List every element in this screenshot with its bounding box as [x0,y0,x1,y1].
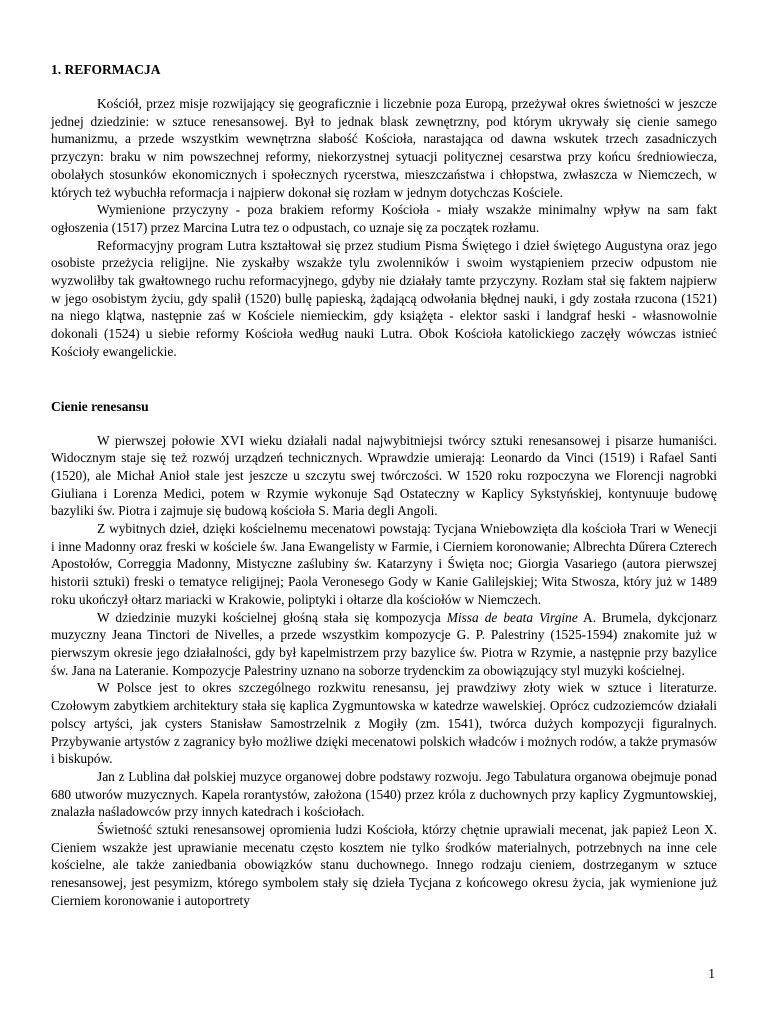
missa-title: Missa de beata Virgine [446,609,578,625]
page-number: 1 [708,966,715,981]
paragraph-music-text-before: W dziedzinie muzyki kościelnej głośną stała się kompozycja [97,609,447,625]
section-title-cienie-renesansu: Cienie renesansu [51,398,149,414]
paragraph: Reformacyjny program Lutra kształtował się przez studium Pisma Świętego i dzieł świętego Augustyna oraz jego osobiste przeżycia religijne. Nie zyskałby wszakże tylu zwolenników i swoim wystąpieniem przeciw odpustom nie wyzwoliłby tak gwałtownego ruchu reformacyjnego, gdyby nie działały tamte przyczyny. Rozłam stał się faktem najpierw w jego osobistym życiu, gdy spalił (1520) bullę papieską, żądającą odwołania błędnej nauki, i gdy została rzucona (1521) na niego klątwa, następnie zaś w Kościele niemieckim, gdy książęta - elektor saski i landgraf heski - własnowolnie dokonali (1524) u siebie reformy Kościoła według nauki Lutra. Obok Kościoła katolickiego zaczęły wówczas istnieć Kościoły ewangelickie. [51,237,717,359]
paragraph: Jan z Lublina dał polskiej muzyce organowej dobre podstawy rozwoju. Jego Tabulatura organowa obejmuje ponad 680 utworów muzycznych. Kapela rorantystów, założona (1540) przez króla z duchownych przy kaplicy Zygmuntowskiej, znalazła naśladowców przy innych katedrach i kościołach. [51,768,717,820]
section-gap [51,361,717,397]
paragraph: W Polsce jest to okres szczególnego rozkwitu renesansu, jej prawdziwy złoty wiek w sztuce i literaturze. Czołowym zabytkiem architektury stała się kaplica Zygmuntowska w katedrze wawelskiej. Oprócz cudzoziemców działali polscy artyści, jak cysters Stanisław Samostrzelnik z Mogiły (zm. 1541), twórca dużych kompozycji figuralnych. Przybywanie artystów z zagranicy było możliwe dzięki mecenatowi polskich władców i możnych rodów, a także prymasów i biskupów. [51,680,717,767]
paragraph: Kościół, przez misje rozwijający się geograficznie i liczebnie poza Europą, przeżywał okres świetności w jeszcze jednej dziedzinie: w sztuce renesansowej. Był to jednak blask zewnętrzny, pod którym ukrywały się cienie samego humanizmu, a przede wszystkim wewnętrzna słabość Kościoła, narastająca od dawna wskutek trzech zasadniczych przyczyn: braku w nim powszechnej reformy, niekorzystnej sytuacji politycznej cesarstwa przy końcu średniowiecza, obolałych stosunków ekonomicznych i społecznych rycerstwa, mieszczaństwa i chłopstwa, zwłaszcza w Niemczech, w których też wybuchła reformacja i najpierw dokonał się rozłam w jednym dotychczas Kościele. [51,96,717,200]
document-page [51,60,717,910]
paragraph: W pierwszej połowie XVI wieku działali nadal najwybitniejsi twórcy sztuki renesansowej i pisarze humaniści. Widocznym staje się też rozwój urządzeń technicznych. Wprawdzie umierają: Leonardo da Vinci (1519) i Rafael Santi (1520), ale Michał Anioł stale jest jeszcze u szczytu swej twórczości. W 1520 roku rozpoczyna we Florencji nagrobki Giuliana i Lorenza Medici, potem w Rzymie wykonuje Sąd Ostateczny w Kaplicy Sykstyńskiej, kontynuuje budowę bazyliki św. Piotra i zajmuje się budową kościoła S. Maria degli Angoli. [51,432,717,519]
section-title-reformacja: 1. REFORMACJA [51,62,161,77]
paragraph-music [51,609,717,680]
paragraph: Wymienione przyczyny - poza brakiem reformy Kościoła - miały wszakże minimalny wpływ na sam fakt ogłoszenia (1517) przez Marcina Lutra tez o odpustach, co uznaje się za początek rozłamu. [51,202,717,235]
paragraph-music-text-after: A. Brumela, dykcjonarz muzyczny Jeana Tinctori de Nivelles, a przede wszystkim kompozycje G. P. Palestriny (1525-1594) znakomite już w pierwszym okresie jego działalności, gdy był kapelmistrzem przy bazylice św. Piotra w Rzymie, a następnie przy bazylice św. Jana na Lateranie. Kompozycje Palestriny uznano na soborze trydenckim za obowiązujący styl muzyki kościelnej. [51,609,717,678]
paragraph: Świetność sztuki renesansowej opromienia ludzi Kościoła, którzy chętnie uprawiali mecenat, jak papież Leon X. Cieniem wszakże jest uprawianie mecenatu często kosztem nie tylko środków materialnych, potrzebnych na inne cele kościelne, ale także zaniedbania obowiązków stanu duchownego. Innego rodzaju cieniem, dostrzeganym w sztuce renesansowej, jest pesymizm, którego symbolem stały się dzieła Tycjana z końcowego okresu życia, jak wymienione już Cierniem koronowanie i autoportrety [51,822,717,908]
paragraph: Z wybitnych dzieł, dzięki kościelnemu mecenatowi powstają: Tycjana Wniebowzięta dla kościoła Trari w Wenecji i inne Madonny oraz freski w kościele św. Jana Ewangelisty w Farmie, i Cierniem koronowanie; Albrechta Dűrera Czterech Apostołów, Correggia Madonny, Mistyczne zaślubiny św. Katarzyny i Święta noc; Giorgia Vasariego (autora pierwszej historii sztuki) freski o tematyce religijnej; Paola Veronesego Gody w Kanie Galilejskiej; Wita Stwosza, który już w 1489 roku ukończył ołtarz mariacki w Krakowie, poliptyki i ołtarze dla kościołów w Niemczech. [51,521,717,607]
